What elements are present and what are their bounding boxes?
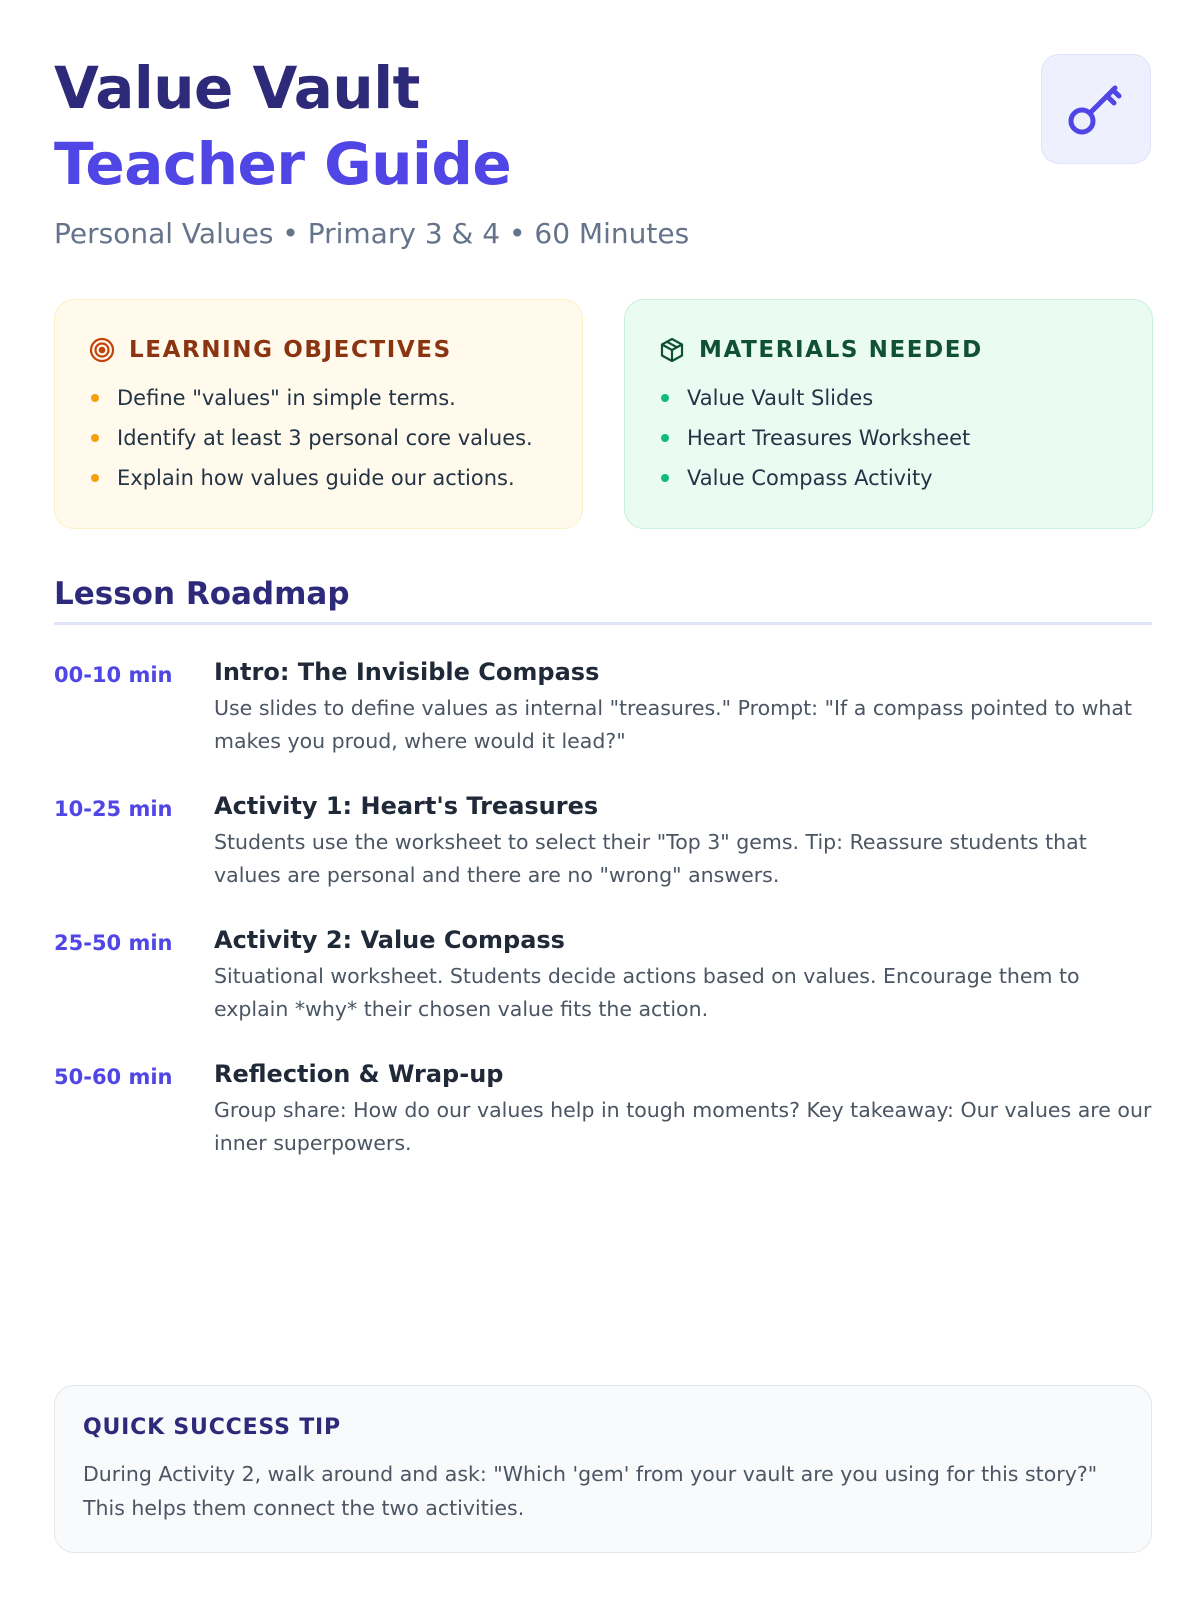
objective-text: Identify at least 3 personal core values. bbox=[117, 426, 533, 450]
step-description: Situational worksheet. Students decide actions based on values. Encourage them to explain *why* their chosen value fits the action. bbox=[214, 964, 1080, 1021]
list-item bbox=[659, 418, 1118, 458]
step-description: Students use the worksheet to select their "Top 3" gems. Tip: Reassure students that values are personal and there are no "wrong" answers. bbox=[214, 830, 1087, 887]
target-icon bbox=[89, 337, 115, 363]
step-title: Reflection & Wrap-up bbox=[214, 1060, 504, 1088]
step-description: Group share: How do our values help in tough moments? Key takeaway: Our values are our inner superpowers. bbox=[214, 1098, 1152, 1155]
list-item bbox=[89, 418, 548, 458]
step-body bbox=[214, 788, 1152, 922]
step-time: 10-25 min bbox=[54, 797, 173, 821]
step-time: 50-60 min bbox=[54, 1065, 173, 1089]
lesson-subtitle: Personal Values • Primary 3 & 4 • 60 Minutes bbox=[54, 217, 690, 250]
roadmap-step bbox=[54, 788, 1152, 922]
key-icon bbox=[1066, 79, 1126, 139]
lesson-roadmap-title: Lesson Roadmap bbox=[54, 576, 350, 612]
step-title: Activity 2: Value Compass bbox=[214, 926, 565, 954]
materials-needed-header bbox=[659, 334, 1118, 366]
step-description: Use slides to define values as internal "treasures." Prompt: "If a compass pointed to what makes you proud, where would it lead?" bbox=[214, 696, 1132, 753]
material-text: Heart Treasures Worksheet bbox=[687, 426, 971, 450]
learning-objectives-header bbox=[89, 334, 548, 366]
objective-text: Define "values" in simple terms. bbox=[117, 386, 456, 410]
list-item bbox=[89, 458, 548, 498]
tip-text: During Activity 2, walk around and ask: "Which 'gem' from your vault are you using for this story?" This helps them connect the two activities. bbox=[83, 1462, 1098, 1520]
roadmap-step bbox=[54, 922, 1152, 1056]
step-body bbox=[214, 922, 1152, 1056]
step-body bbox=[214, 1056, 1152, 1190]
bullet-icon bbox=[661, 394, 669, 402]
key-badge bbox=[1041, 54, 1151, 164]
learning-objectives-heading: LEARNING OBJECTIVES bbox=[129, 337, 452, 363]
materials-list bbox=[659, 378, 1118, 498]
bullet-icon bbox=[91, 394, 99, 402]
material-text: Value Vault Slides bbox=[687, 386, 874, 410]
bullet-icon bbox=[91, 434, 99, 442]
materials-needed-card bbox=[624, 299, 1153, 529]
bullet-icon bbox=[661, 474, 669, 482]
list-item bbox=[659, 458, 1118, 498]
tip-heading: QUICK SUCCESS TIP bbox=[83, 1415, 341, 1440]
box-icon bbox=[659, 337, 685, 363]
roadmap-step bbox=[54, 1056, 1152, 1190]
lesson-roadmap bbox=[54, 654, 1152, 1190]
materials-needed-heading: MATERIALS NEEDED bbox=[699, 337, 983, 363]
list-item bbox=[659, 378, 1118, 418]
quick-success-tip-card bbox=[54, 1385, 1152, 1553]
title-line-1: Value Vault bbox=[54, 54, 420, 122]
objectives-list bbox=[89, 378, 548, 498]
bullet-icon bbox=[661, 434, 669, 442]
step-title: Activity 1: Heart's Treasures bbox=[214, 792, 599, 820]
objective-text: Explain how values guide our actions. bbox=[117, 466, 515, 490]
step-body bbox=[214, 654, 1152, 788]
step-title: Intro: The Invisible Compass bbox=[214, 658, 600, 686]
title-line-2: Teacher Guide bbox=[54, 130, 512, 198]
bullet-icon bbox=[91, 474, 99, 482]
step-time: 00-10 min bbox=[54, 663, 173, 687]
section-divider bbox=[54, 622, 1152, 625]
learning-objectives-card bbox=[54, 299, 583, 529]
list-item bbox=[89, 378, 548, 418]
material-text: Value Compass Activity bbox=[687, 466, 933, 490]
step-time: 25-50 min bbox=[54, 931, 173, 955]
roadmap-step bbox=[54, 654, 1152, 788]
